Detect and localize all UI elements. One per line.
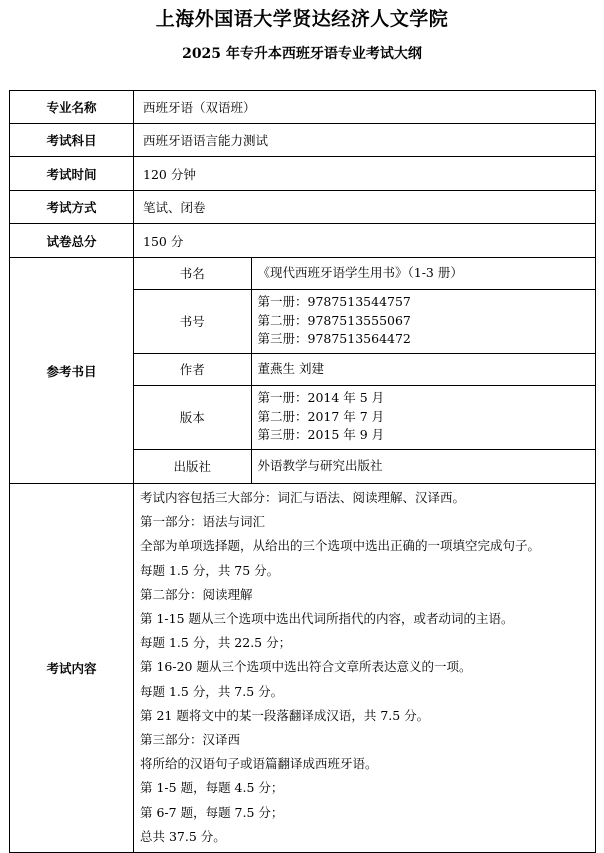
isbn-row (134, 289, 595, 353)
row-subject (10, 124, 596, 157)
author-value: 董燕生 刘建 (251, 353, 595, 385)
book-name-key: 书名 (134, 258, 251, 289)
row-score (10, 224, 596, 258)
edition-row (134, 385, 595, 449)
row-reference (10, 258, 596, 484)
document-subtitle: 2025 年专升本西班牙语专业考试大纲 (182, 46, 422, 62)
isbn-line-1: 第一册：9787513544757 (257, 294, 411, 310)
mode-value: 笔试、闭卷 (134, 191, 596, 224)
reference-label: 参考书目 (10, 258, 134, 484)
isbn-key: 书号 (134, 289, 251, 353)
content-body (134, 484, 596, 853)
content-line: 第 21 题将文中的某一段落翻译成汉语，共 7.5 分。 (140, 707, 430, 723)
publisher-key: 出版社 (134, 449, 251, 483)
duration-value: 120 分钟 (134, 157, 596, 191)
book-name-value: 《现代西班牙语学生用书》（1-3 册） (251, 258, 595, 289)
content-line: 第 1-5 题，每题 4.5 分； (140, 780, 284, 796)
syllabus-table (9, 90, 596, 853)
author-row (134, 353, 595, 385)
publisher-value: 外语教学与研究出版社 (257, 458, 383, 473)
content-line: 全部为单项选择题，从给出的三个选项中选出正确的一项填空完成句子。 (140, 538, 541, 554)
content-line: 第 6-7 题，每题 7.5 分； (140, 804, 284, 820)
document-title: 上海外国语大学贤达经济人文学院 (155, 8, 449, 30)
edition-line-2: 第二册：2017 年 7 月 (257, 408, 385, 424)
content-line: 第 1-15 题从三个选项中选出代词所指代的内容，或者动词的主语。 (140, 611, 514, 627)
content-label: 考试内容 (10, 484, 134, 853)
row-mode (10, 191, 596, 224)
edition-line-3: 第三册：2015 年 9 月 (257, 427, 385, 443)
edition-line-1: 第一册：2014 年 5 月 (257, 390, 385, 406)
major-value: 西班牙语（双语班） (134, 91, 596, 124)
row-duration (10, 157, 596, 191)
subject-label: 考试科目 (10, 124, 134, 157)
duration-label: 考试时间 (10, 157, 134, 191)
score-value: 150 分 (134, 224, 596, 258)
content-line: 每题 1.5 分，共 22.5 分； (140, 635, 292, 651)
content-line: 第三部分：汉译西 (140, 732, 241, 748)
publisher-row (134, 449, 595, 483)
row-content (10, 484, 596, 853)
edition-key: 版本 (134, 385, 251, 449)
row-major (10, 91, 596, 124)
score-label: 试卷总分 (10, 224, 134, 258)
content-line: 将所给的汉语句子或语篇翻译成西班牙语。 (140, 756, 378, 772)
subject-value: 西班牙语语言能力测试 (134, 124, 596, 157)
mode-label: 考试方式 (10, 191, 134, 224)
content-line: 第 16-20 题从三个选项中选出符合文章所表达意义的一项。 (140, 659, 472, 675)
content-line: 总共 37.5 分。 (140, 828, 226, 844)
content-line: 每题 1.5 分，共 75 分。 (140, 562, 280, 578)
major-label: 专业名称 (10, 91, 134, 124)
content-line: 考试内容包括三大部分：词汇与语法、阅读理解、汉译西。 (140, 490, 466, 505)
isbn-line-2: 第二册：9787513555067 (257, 312, 411, 328)
content-line: 第二部分：阅读理解 (140, 586, 253, 602)
isbn-line-3: 第三册：9787513564472 (257, 331, 411, 347)
reference-table (134, 258, 595, 483)
content-line: 每题 1.5 分，共 7.5 分。 (140, 683, 284, 699)
book-name-row (134, 258, 595, 289)
author-key: 作者 (134, 353, 251, 385)
content-line: 第一部分：语法与词汇 (140, 514, 266, 530)
